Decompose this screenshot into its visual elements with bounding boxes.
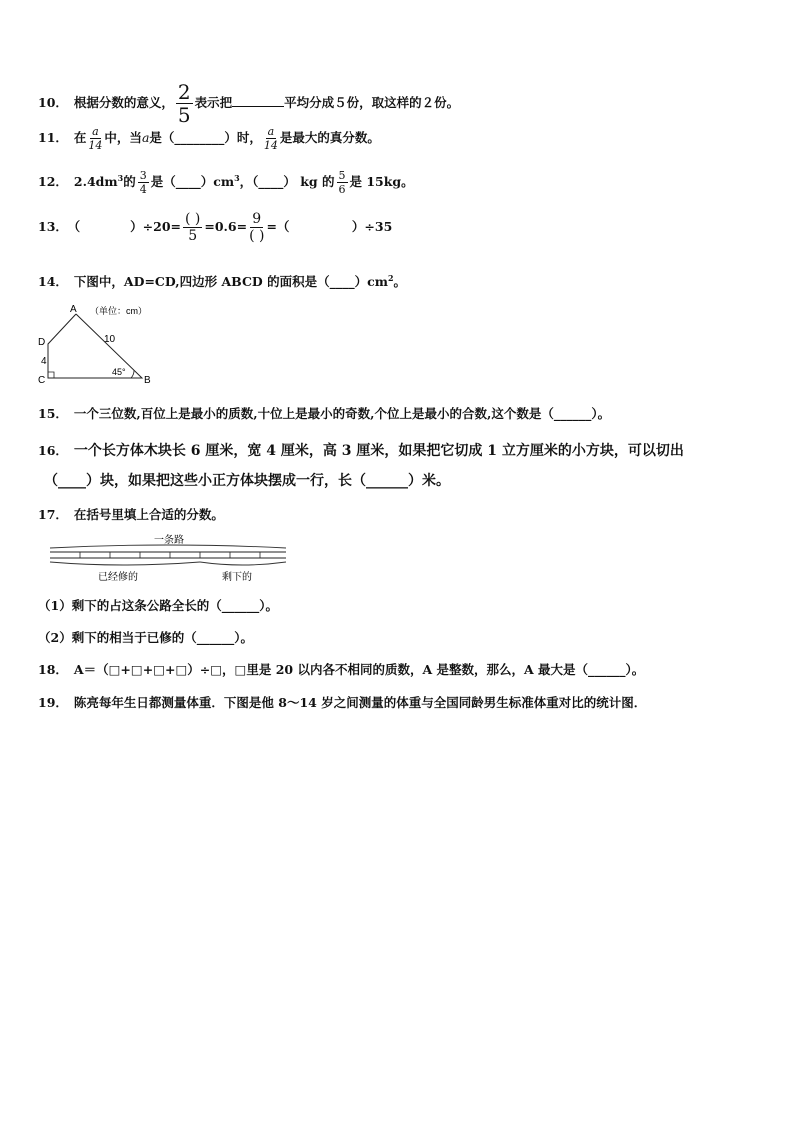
fraction [138, 170, 149, 195]
remaining-brace [200, 562, 286, 565]
question-number: 19． [38, 695, 68, 710]
question-number: 12． [38, 174, 68, 189]
quadrilateral-figure [34, 300, 164, 388]
road-figure [46, 534, 292, 586]
question-text: 根据分数的意义， [73, 95, 174, 110]
numerator: a [267, 125, 275, 138]
question-18 [38, 664, 644, 677]
denominator: ( ) [249, 228, 265, 244]
numerator: ( ) [185, 211, 201, 227]
question-14 [38, 274, 406, 289]
superscript: 3 [117, 172, 124, 183]
fraction [264, 126, 278, 151]
question-text: 陈亮每年生日都测量体重．下图是他 8～14 岁之间测量的体重与全国同龄男生标准体重对比的统计图． [73, 695, 647, 710]
question-text: （1）剩下的占这条公路全长的（______）。 [38, 598, 278, 613]
denominator: 5 [177, 103, 191, 127]
numerator: 3 [139, 169, 147, 182]
question-text: =0.6= [204, 219, 248, 234]
question-13 [38, 212, 392, 243]
road-label: 一条路 [154, 535, 184, 546]
question-10 [38, 82, 459, 125]
fraction [183, 212, 202, 243]
denominator: 5 [188, 228, 198, 244]
numerator: 2 [177, 80, 191, 104]
question-text: 是 15kg。 [349, 174, 414, 189]
question-16-line-2 [44, 474, 450, 488]
question-text: ，（____） kg 的 [239, 174, 335, 189]
question-number: 18． [38, 662, 68, 677]
angle-arc [131, 370, 134, 378]
denominator: 14 [263, 139, 278, 152]
denominator: 14 [88, 139, 103, 152]
variable: a [141, 130, 150, 145]
question-17-sub-2 [38, 632, 253, 645]
answer-blank[interactable] [232, 106, 284, 107]
question-17-sub-1 [38, 600, 278, 613]
denominator: 4 [139, 183, 147, 196]
question-19 [38, 697, 646, 710]
question-number: 17． [38, 507, 68, 522]
question-16-line-1 [38, 444, 684, 458]
right-angle-mark [48, 372, 54, 378]
vertex-b-label: B [144, 375, 151, 386]
question-text: 在 [73, 130, 87, 145]
question-text: 2.4dm [73, 174, 118, 189]
numerator: 5 [338, 169, 346, 182]
question-text: 在括号里填上合适的分数。 [73, 507, 224, 522]
numerator: 9 [252, 211, 262, 227]
done-brace [50, 562, 200, 565]
question-17 [38, 509, 224, 522]
question-text: （ ）÷20= [73, 219, 181, 234]
question-text: 下图中，AD=CD,四边形 ABCD 的面积是（____）cm [73, 274, 388, 290]
question-11 [38, 126, 380, 151]
remaining-label: 剩下的 [222, 572, 252, 583]
fraction [176, 82, 193, 125]
question-text: （____）块，如果把这些小正方体块摆成一行，长（______）米。 [44, 473, 450, 489]
road-ticks [80, 552, 260, 558]
question-text: =（ ）÷35 [266, 219, 393, 234]
angle-label: 45° [112, 367, 126, 377]
question-text: 一个长方体木块长 6 厘米，宽 4 厘米，高 3 厘米，如果把它切成 1 立方厘米的小方块，可以切出 [73, 443, 684, 459]
superscript: 3 [234, 172, 240, 183]
question-text: 是最大的真分数。 [279, 130, 380, 145]
question-number: 15． [38, 406, 68, 421]
superscript: 2 [387, 273, 394, 283]
question-text: 是（________）时， [149, 130, 262, 145]
question-text: （2）剩下的相当于已修的（______）。 [38, 630, 253, 645]
numerator: a [92, 125, 99, 138]
done-label: 已经修的 [98, 572, 138, 583]
question-number: 11． [38, 130, 68, 145]
length-ab-label: 10 [104, 334, 116, 345]
question-number: 10． [38, 95, 68, 110]
fraction [337, 170, 348, 195]
question-text: 中，当 [104, 130, 142, 145]
vertex-a-label: A [70, 304, 77, 315]
fraction [88, 126, 102, 151]
question-text: A＝（□+□+□+□）÷□，□里是 20 以内各不相同的质数，A 是整数，那么，A 最大是（______）。 [73, 662, 645, 677]
vertex-c-label: C [38, 375, 46, 386]
denominator: 6 [338, 183, 346, 196]
fraction [249, 212, 264, 243]
question-number: 16． [38, 443, 68, 458]
vertex-d-label: D [38, 337, 46, 348]
question-number: 14． [38, 274, 68, 290]
unit-label: （单位：cm） [90, 306, 147, 316]
question-text: 的 [123, 174, 136, 189]
length-dc-label: 4 [41, 356, 47, 367]
question-text: 表示把 [194, 95, 233, 110]
question-number: 13． [38, 219, 68, 234]
question-text: 。 [393, 274, 407, 290]
quadrilateral-outline [48, 314, 142, 378]
question-12 [38, 170, 414, 195]
question-text: 平均分成５份，取这样的２份。 [284, 95, 460, 110]
question-text: 是（____）cm [150, 174, 235, 189]
question-text: 一个三位数,百位上是最小的质数,十位上是最小的奇数,个位上是最小的合数,这个数是（______）。 [73, 406, 611, 421]
question-15 [38, 408, 610, 421]
